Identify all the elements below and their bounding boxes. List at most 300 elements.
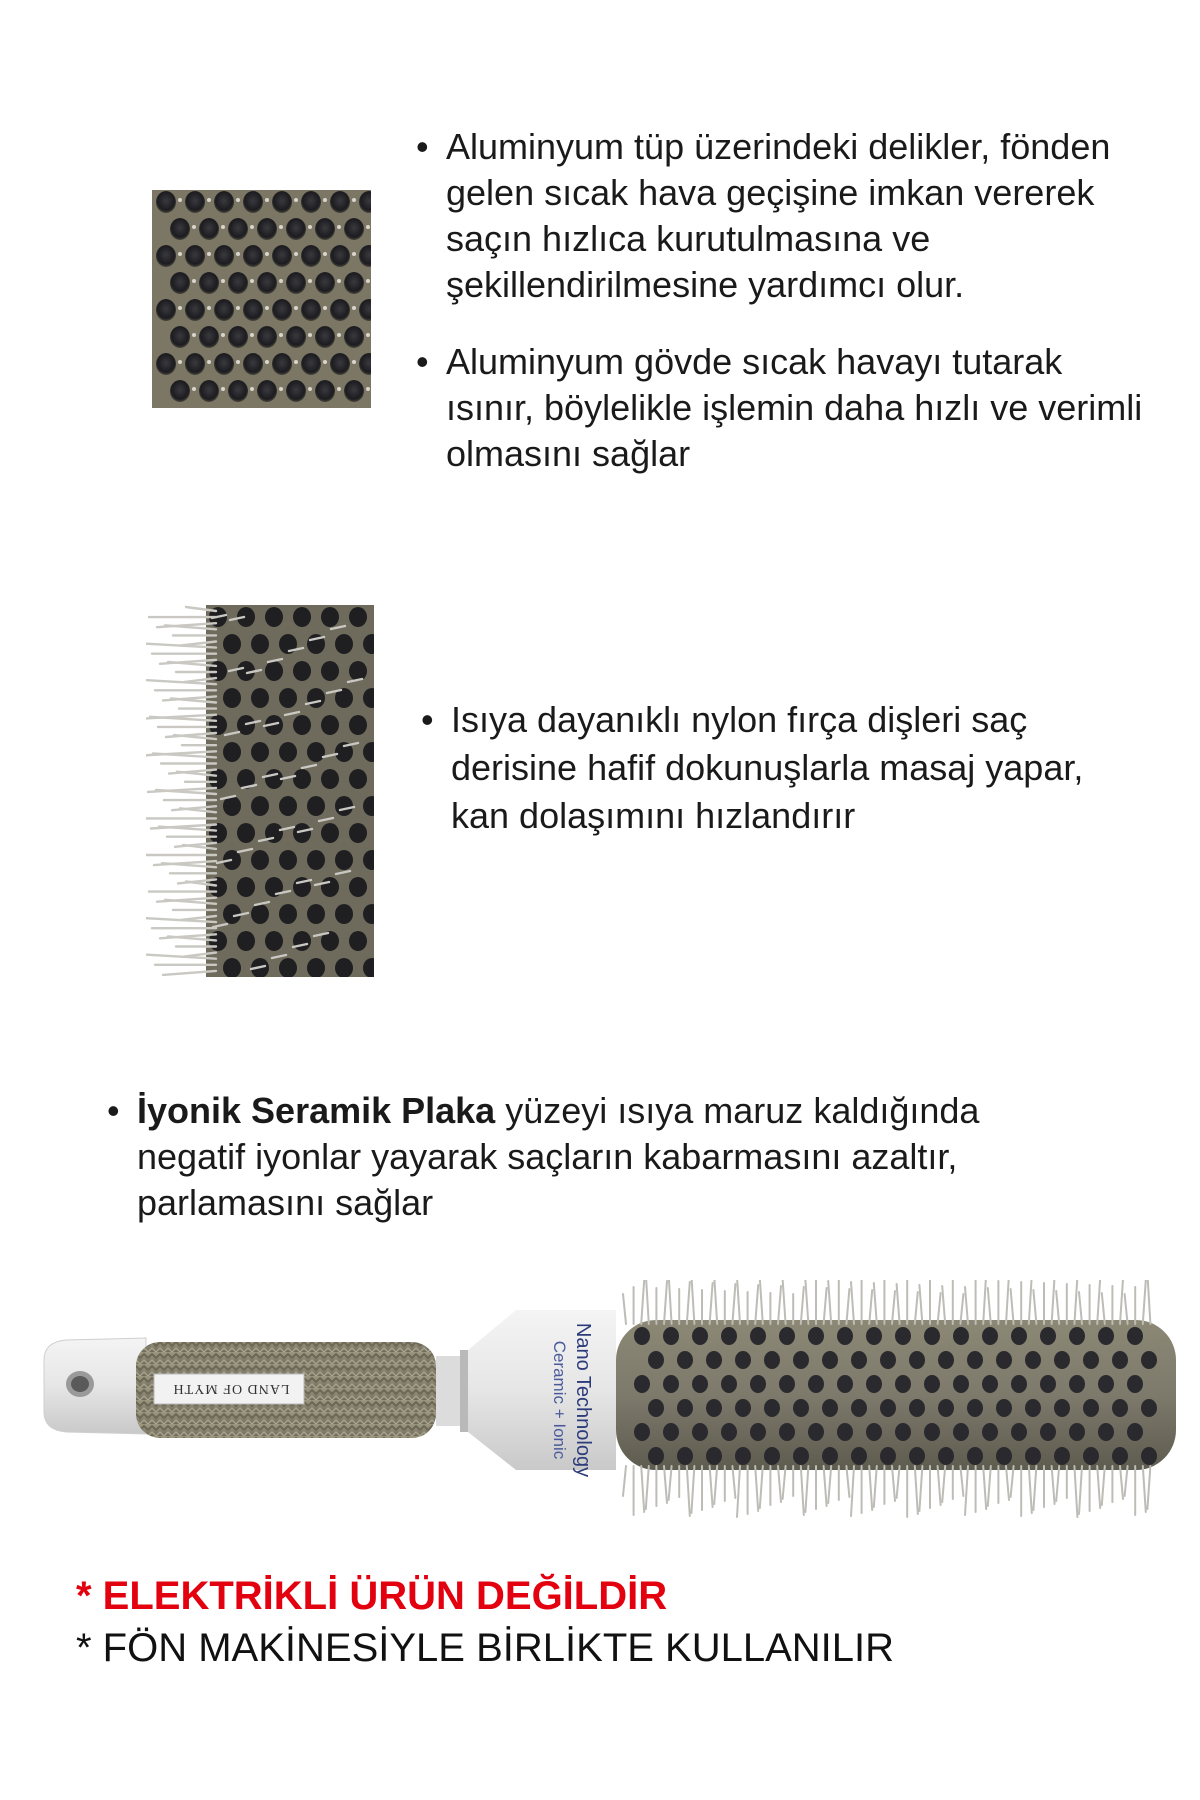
bristle-base-mark <box>221 333 225 337</box>
hole-mark <box>677 1447 693 1465</box>
hole-mark <box>286 326 306 348</box>
hole-mark <box>1112 1399 1128 1417</box>
barrel-label-line1: Nano Technology <box>572 1322 594 1478</box>
hole-mark <box>634 1327 650 1345</box>
hole-mark <box>257 218 277 240</box>
hole-mark <box>1098 1375 1114 1393</box>
hole-mark <box>185 191 205 213</box>
hole-mark <box>837 1375 853 1393</box>
hole-mark <box>677 1399 693 1417</box>
hole-mark <box>909 1447 925 1465</box>
bristle-mark <box>1120 1280 1123 1324</box>
hole-mark <box>851 1447 867 1465</box>
feature-text: Aluminyum gövde sıcak havayı tutarak ısınır, böylelikle işlemin daha hızlı ve verimli olmasını sağlar <box>446 341 1143 474</box>
bristle-mark <box>869 1466 872 1510</box>
hole-mark <box>335 796 353 816</box>
hole-mark <box>895 1375 911 1393</box>
bristle-mark <box>737 1280 740 1324</box>
hole-mark <box>315 326 335 348</box>
bristle-mark <box>760 1280 763 1324</box>
hole-mark <box>1127 1327 1143 1345</box>
hole-mark <box>251 904 269 924</box>
bristle-mark <box>988 1288 991 1324</box>
bristle-mark <box>1079 1466 1082 1514</box>
hole-mark <box>953 1375 969 1393</box>
hole-mark <box>1141 1399 1157 1417</box>
bristle-base-mark <box>352 252 356 256</box>
bristle-mark <box>824 1466 827 1506</box>
bullet-icon: • <box>421 699 434 740</box>
bristle-base-mark <box>207 360 211 364</box>
bristle-mark <box>851 1466 854 1516</box>
hole-mark <box>279 850 297 870</box>
feature-body-text <box>416 339 1146 477</box>
hole-mark <box>349 823 367 843</box>
hole-mark <box>779 1423 795 1441</box>
hole-mark <box>293 823 311 843</box>
bristle-base-mark <box>221 225 225 229</box>
hole-mark <box>634 1375 650 1393</box>
hole-mark <box>938 1447 954 1465</box>
bristle-mark <box>1011 1289 1014 1324</box>
bristle-mark <box>147 955 216 959</box>
bristle-base-mark <box>308 387 312 391</box>
hole-mark <box>735 1351 751 1369</box>
aluminium-holes-image <box>152 190 371 408</box>
hole-mark <box>279 904 297 924</box>
hole-mark <box>243 245 263 267</box>
bristle-mark <box>942 1466 945 1502</box>
hole-mark <box>706 1447 722 1465</box>
bristle-base-mark <box>250 387 254 391</box>
bristle-mark <box>1097 1280 1100 1324</box>
hole-mark <box>279 742 297 762</box>
bristle-mark <box>664 1281 667 1324</box>
bristle-base-mark <box>323 252 327 256</box>
hole-mark <box>808 1375 824 1393</box>
hole-mark <box>335 634 353 654</box>
hole-mark <box>938 1351 954 1369</box>
hole-mark <box>228 326 248 348</box>
bristle-mark <box>897 1284 900 1324</box>
hole-mark <box>199 218 219 240</box>
nylon-bristles-image <box>146 605 374 977</box>
hole-mark <box>214 299 234 321</box>
bristle-mark <box>732 1466 735 1498</box>
hole-mark <box>307 796 325 816</box>
hole-mark <box>1141 1351 1157 1369</box>
hole-mark <box>307 688 325 708</box>
bristle-mark <box>846 1289 849 1324</box>
bristle-mark <box>146 644 216 648</box>
hole-mark <box>866 1423 882 1441</box>
hole-mark <box>243 191 263 213</box>
hole-mark <box>1098 1327 1114 1345</box>
hole-mark <box>706 1351 722 1369</box>
bristle-mark <box>801 1287 804 1324</box>
hole-mark <box>344 218 364 240</box>
hole-mark <box>1069 1423 1085 1441</box>
hole-mark <box>237 877 255 897</box>
hole-mark <box>924 1423 940 1441</box>
bristle-mark <box>915 1292 918 1324</box>
bristle-mark <box>919 1466 922 1511</box>
hole-mark <box>315 380 335 402</box>
bristle-mark <box>783 1280 786 1324</box>
hole-mark <box>996 1447 1012 1465</box>
hole-mark <box>349 931 367 951</box>
bristle-mark <box>805 1466 808 1512</box>
hole-mark <box>982 1375 998 1393</box>
hole-mark <box>335 904 353 924</box>
hole-mark <box>185 299 205 321</box>
bristle-mark <box>851 1282 854 1324</box>
bristle-base-mark <box>308 225 312 229</box>
bristle-mark <box>1029 1280 1032 1324</box>
hole-mark <box>663 1375 679 1393</box>
hole-mark <box>822 1399 838 1417</box>
hole-mark <box>243 353 263 375</box>
hole-mark <box>648 1447 664 1465</box>
bristle-base-mark <box>366 387 370 391</box>
bristle-base-mark <box>294 306 298 310</box>
hole-mark <box>315 218 335 240</box>
hole-mark <box>321 877 339 897</box>
bullet-icon: • <box>416 341 429 382</box>
bristle-base-mark <box>323 198 327 202</box>
hole-mark <box>349 715 367 735</box>
bristle-mark <box>965 1287 968 1324</box>
bristle-mark <box>892 1466 895 1501</box>
hole-mark <box>909 1351 925 1369</box>
bristle-mark <box>1125 1294 1128 1324</box>
hole-mark <box>321 715 339 735</box>
hole-mark <box>330 191 350 213</box>
bristle-mark <box>664 1466 667 1503</box>
hole-mark <box>663 1423 679 1441</box>
hole-mark <box>1112 1447 1128 1465</box>
bristle-mark <box>942 1286 945 1324</box>
hole-mark <box>257 380 277 402</box>
bristle-mark <box>623 1294 626 1324</box>
bristle-base-mark <box>323 306 327 310</box>
hole-mark <box>170 272 190 294</box>
hole-mark <box>209 823 227 843</box>
bristle-mark <box>824 1288 827 1324</box>
hole-mark <box>1054 1447 1070 1465</box>
bristle-mark <box>710 1466 713 1507</box>
bristle-base-mark <box>178 252 182 256</box>
bristle-base-mark <box>192 225 196 229</box>
hole-mark <box>1069 1327 1085 1345</box>
bristle-base-mark <box>294 198 298 202</box>
hole-mark <box>279 796 297 816</box>
bristle-mark <box>687 1466 690 1516</box>
hole-mark <box>692 1423 708 1441</box>
hole-mark <box>982 1327 998 1345</box>
hole-mark <box>185 353 205 375</box>
hole-mark <box>1054 1399 1070 1417</box>
bristle-base-mark <box>352 306 356 310</box>
bristle-mark <box>892 1291 895 1324</box>
hole-mark <box>1083 1447 1099 1465</box>
hole-mark <box>214 353 234 375</box>
hole-mark <box>293 661 311 681</box>
bristle-base-mark <box>221 279 225 283</box>
bristle-base-mark <box>279 225 283 229</box>
hole-mark <box>223 742 241 762</box>
bristle-mark <box>1052 1466 1055 1504</box>
hole-mark <box>272 245 292 267</box>
hole-mark <box>880 1399 896 1417</box>
feature-holes-text <box>416 124 1146 308</box>
bristle-base-mark <box>352 360 356 364</box>
bristle-mark <box>1074 1466 1077 1517</box>
hole-mark <box>706 1399 722 1417</box>
hole-mark <box>634 1423 650 1441</box>
bristle-mark <box>755 1285 758 1324</box>
brand-label: LAND OF MYTH <box>172 1381 290 1396</box>
hole-mark <box>1011 1423 1027 1441</box>
bristle-mark <box>687 1282 690 1324</box>
bristle-mark <box>1056 1291 1059 1324</box>
hole-mark <box>1098 1423 1114 1441</box>
bullet-icon: • <box>416 126 429 167</box>
bristle-base-mark <box>294 252 298 256</box>
hole-mark <box>199 380 219 402</box>
bristle-base-mark <box>337 333 341 337</box>
hole-mark <box>330 299 350 321</box>
hole-mark <box>199 326 219 348</box>
bristle-mark <box>1102 1293 1105 1324</box>
hole-mark <box>1141 1447 1157 1465</box>
hole-mark <box>750 1423 766 1441</box>
bristle-mark <box>938 1466 941 1505</box>
bristle-mark <box>1143 1280 1146 1324</box>
hole-mark <box>924 1327 940 1345</box>
hole-mark <box>895 1327 911 1345</box>
bristle-mark <box>960 1466 963 1496</box>
bristle-base-mark <box>265 306 269 310</box>
hole-mark <box>170 380 190 402</box>
bristle-base-mark <box>294 360 298 364</box>
hole-mark <box>648 1399 664 1417</box>
bristle-mark <box>641 1466 644 1512</box>
hole-mark <box>721 1327 737 1345</box>
hole-mark <box>1040 1327 1056 1345</box>
hole-mark <box>156 353 176 375</box>
bristle-mark <box>714 1466 717 1504</box>
bristle-mark <box>760 1466 763 1508</box>
hole-mark <box>293 607 311 627</box>
barrel-label-line2: Ceramic + Ionic <box>550 1340 569 1460</box>
bristle-mark <box>801 1466 804 1515</box>
hole-mark <box>851 1399 867 1417</box>
hole-mark <box>764 1351 780 1369</box>
hole-mark <box>349 877 367 897</box>
hole-mark <box>1083 1399 1099 1417</box>
hole-mark <box>170 218 190 240</box>
hole-mark <box>1127 1423 1143 1441</box>
bristle-mark <box>1006 1466 1009 1500</box>
hole-mark <box>265 661 283 681</box>
hole-mark <box>257 326 277 348</box>
hole-mark <box>293 715 311 735</box>
hole-mark <box>996 1399 1012 1417</box>
bristle-mark <box>737 1466 740 1517</box>
bristle-mark <box>778 1286 781 1324</box>
bristle-mark <box>714 1280 717 1324</box>
hole-mark <box>953 1423 969 1441</box>
bristle-mark <box>646 1280 649 1324</box>
bristle-mark <box>869 1290 872 1324</box>
hole-mark <box>265 931 283 951</box>
hole-mark <box>293 769 311 789</box>
hole-mark <box>344 326 364 348</box>
bristle-mark <box>983 1466 986 1509</box>
hole-mark <box>1025 1351 1041 1369</box>
hole-mark <box>272 191 292 213</box>
bristle-mark <box>938 1293 941 1324</box>
hole-mark <box>1025 1447 1041 1465</box>
bristle-mark <box>146 918 216 922</box>
bristle-base-mark <box>236 252 240 256</box>
bristle-mark <box>988 1466 991 1506</box>
hole-mark <box>938 1399 954 1417</box>
bristle-base-mark <box>192 387 196 391</box>
bristle-mark <box>1011 1466 1014 1497</box>
hole-mark <box>793 1399 809 1417</box>
bristle-base-mark <box>265 252 269 256</box>
bristle-mark <box>1147 1280 1150 1324</box>
bristle-base-mark <box>250 279 254 283</box>
hole-mark <box>1011 1327 1027 1345</box>
feature-ceramic-text <box>107 1088 1097 1226</box>
feature-text: Aluminyum tüp üzerindeki delikler, fönden gelen sıcak hava geçişine imkan vererek saçın hızlıca kurutulmasına ve şekillendirilmesine yardımcı olur. <box>446 126 1111 305</box>
round-brush-image <box>36 1280 1176 1540</box>
bristle-base-mark <box>207 198 211 202</box>
hole-mark <box>764 1399 780 1417</box>
hole-mark <box>1112 1351 1128 1369</box>
bristle-base-mark <box>366 279 370 283</box>
bristle-mark <box>623 1466 626 1496</box>
hole-mark <box>721 1423 737 1441</box>
hole-mark <box>880 1447 896 1465</box>
bristle-mark <box>960 1294 963 1324</box>
hole-mark <box>321 661 339 681</box>
hole-mark <box>1083 1351 1099 1369</box>
bristle-mark <box>147 680 216 684</box>
hole-mark <box>779 1327 795 1345</box>
hole-mark <box>257 272 277 294</box>
hole-mark <box>866 1327 882 1345</box>
hole-mark <box>750 1375 766 1393</box>
hole-mark <box>301 299 321 321</box>
bristle-mark <box>1143 1466 1146 1512</box>
hole-mark <box>330 245 350 267</box>
bristle-mark <box>897 1466 900 1498</box>
hole-mark <box>228 218 248 240</box>
hole-mark <box>1040 1375 1056 1393</box>
hole-mark <box>251 688 269 708</box>
hole-mark <box>251 796 269 816</box>
bristle-mark <box>755 1466 758 1511</box>
bristle-base-mark <box>337 225 341 229</box>
bristle-mark <box>783 1466 786 1499</box>
hole-mark <box>237 823 255 843</box>
hole-mark <box>750 1327 766 1345</box>
use-with-dryer-note: * FÖN MAKİNESİYLE BİRLİKTE KULLANILIR <box>76 1626 895 1670</box>
hole-mark <box>924 1375 940 1393</box>
hole-mark <box>170 326 190 348</box>
hole-mark <box>851 1351 867 1369</box>
bristle-mark <box>646 1466 649 1509</box>
hole-mark <box>214 191 234 213</box>
bristle-base-mark <box>337 279 341 283</box>
hole-mark <box>321 823 339 843</box>
hole-mark <box>156 299 176 321</box>
bristle-base-mark <box>265 198 269 202</box>
bullet-icon: • <box>107 1090 120 1131</box>
hole-mark <box>251 634 269 654</box>
feature-bristles-text <box>421 696 1111 840</box>
hole-mark <box>321 607 339 627</box>
hole-mark <box>237 931 255 951</box>
bristle-base-mark <box>265 360 269 364</box>
bristle-mark <box>846 1466 849 1497</box>
hole-mark <box>764 1447 780 1465</box>
hole-mark <box>286 272 306 294</box>
bristle-mark <box>710 1283 713 1324</box>
hole-mark <box>199 272 219 294</box>
hole-mark <box>837 1327 853 1345</box>
hole-mark <box>307 742 325 762</box>
hole-mark <box>223 634 241 654</box>
bristle-mark <box>641 1280 644 1324</box>
bristle-base-mark <box>279 279 283 283</box>
bristle-mark <box>1097 1466 1100 1508</box>
feature-highlight: İyonik Seramik Plaka <box>137 1090 496 1131</box>
hole-mark <box>822 1447 838 1465</box>
hole-mark <box>344 272 364 294</box>
bristle-mark <box>965 1466 968 1515</box>
hole-mark <box>301 191 321 213</box>
bristle-base-mark <box>352 198 356 202</box>
not-electric-warning: * ELEKTRİKLİ ÜRÜN DEĞİLDİR <box>76 1574 668 1618</box>
hole-mark <box>251 742 269 762</box>
bristle-base-mark <box>192 279 196 283</box>
hole-mark <box>286 218 306 240</box>
barrel-label <box>540 1320 596 1480</box>
bristle-mark <box>874 1466 877 1507</box>
hole-mark <box>185 245 205 267</box>
bristle-base-mark <box>279 387 283 391</box>
bristle-mark <box>669 1466 672 1500</box>
bristle-mark <box>1006 1280 1009 1324</box>
hole-mark <box>822 1351 838 1369</box>
hole-mark <box>967 1399 983 1417</box>
bristle-mark <box>1052 1280 1055 1324</box>
hole-mark <box>967 1447 983 1465</box>
bristle-base-mark <box>279 333 283 337</box>
bristle-base-mark <box>221 387 225 391</box>
hole-mark <box>1040 1423 1056 1441</box>
hole-mark <box>996 1351 1012 1369</box>
bristle-base-mark <box>308 279 312 283</box>
bristle-mark <box>778 1466 781 1502</box>
hole-mark <box>272 299 292 321</box>
hole-mark <box>321 769 339 789</box>
